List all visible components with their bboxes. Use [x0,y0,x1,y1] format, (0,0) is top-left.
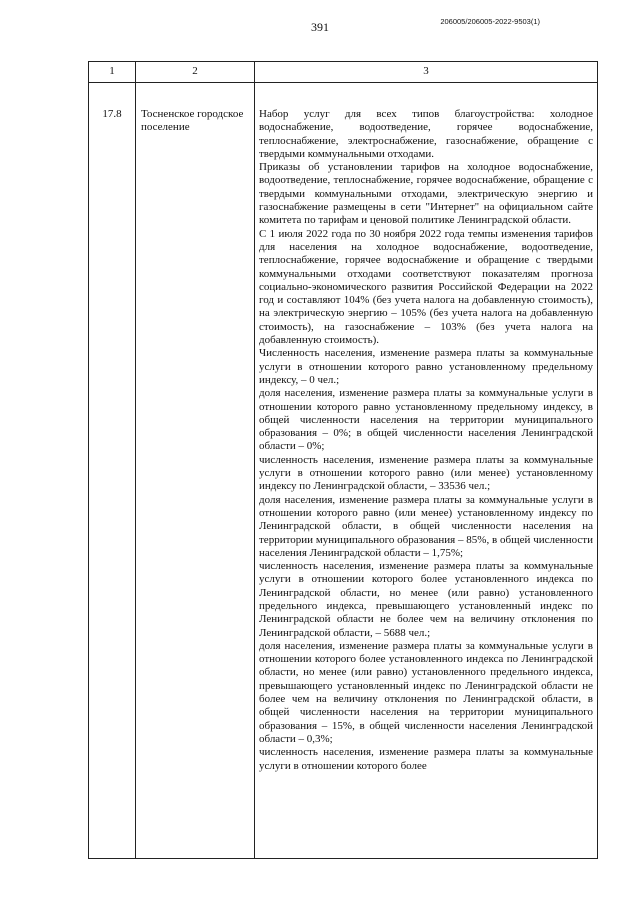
paragraph: доля населения, изменение размера платы за коммунальные услуги в отношении которого равно установленному предельному индексу, в общей численности населения на территории муниципального образования – 0%; в общей численности населения Ленинградской области – 0%; [259,387,593,453]
paragraph: численность населения, изменение размера платы за коммунальные услуги в отношении которого более [259,746,593,772]
paragraph: доля населения, изменение размера платы за коммунальные услуги в отношении которого равно (или менее) установленному индексу по Ленинградской области, в общей численности населения на территории муниципального образования – 85%, в общей численности населения Ленинградской области – 1,75%; [259,493,593,559]
paragraph: Набор услуг для всех типов благоустройства: холодное водоснабжение, водоотведение, горячее водоснабжение, теплоснабжение, электроснабжение, газоснабжение, обращение с твердыми коммунальными отходами. [259,108,593,160]
page-number: 391 [311,20,329,34]
table-row [89,83,598,859]
document-code: 206005/206005-2022-9503(1) [440,17,540,26]
paragraph: Численность населения, изменение размера платы за коммунальные услуги в отношении которого равно установленному предельному индексу, – 0 чел.; [259,347,593,386]
paragraph: численность населения, изменение размера платы за коммунальные услуги в отношении которого равно (или менее) установленному индексу по Ленинградской области, – 33536 чел.; [259,453,593,493]
paragraph: С 1 июля 2022 года по 30 ноября 2022 года темпы изменения тарифов для населения на холодное водоснабжение, водоотведение, теплоснабжение, горячее водоснабжение и обращение с твердыми коммунальными отходами соответствуют показателям прогноза социально-экономического развития Российской Федерации на 2022 год и составляют 104% (без учета налога на добавленную стоимость), на электрическую энергию – 105% (без учета налога на добавленную стоимость), на газоснабжение – 103% (без учета налога на добавленную стоимость). [259,227,593,347]
table-header-row [89,62,598,83]
paragraph: численность населения, изменение размера платы за коммунальные услуги в отношении которого более установленного индекса по Ленинградской области, но менее (или равно) установленного предельного индекса, превышающего установленный индекс по Ленинградской области не более чем на величину отклонения по Ленинградской области, – 5688 чел.; [259,560,593,639]
column-header-1: 1 [89,62,136,83]
row-description [255,83,598,859]
municipality-name: Тосненское городское поселение [136,83,255,859]
paragraph: доля населения, изменение размера платы за коммунальные услуги в отношении которого более установленного индекса по Ленинградской области, но менее (или равно) установленного предельного индекса, превышающего установленный индекс по Ленинградской области не более чем на величину отклонения по Ленинградской области, в общей численности населения на территории муниципального образования – 15%, в общей численности населения Ленинградской области – 0,3%; [259,639,593,745]
row-number: 17.8 [89,83,136,859]
tariff-table [88,61,598,859]
column-header-3: 3 [255,62,598,83]
column-header-2: 2 [136,62,255,83]
paragraph: Приказы об установлении тарифов на холодное водоснабжение, водоотведение, теплоснабжение, горячее водоснабжение, обращение с твердыми коммунальными отходами, электрическую энергию и газоснабжение размещены в сети "Интернет" на официальном сайте комитета по тарифам и ценовой политике Ленинградской области. [259,161,593,227]
